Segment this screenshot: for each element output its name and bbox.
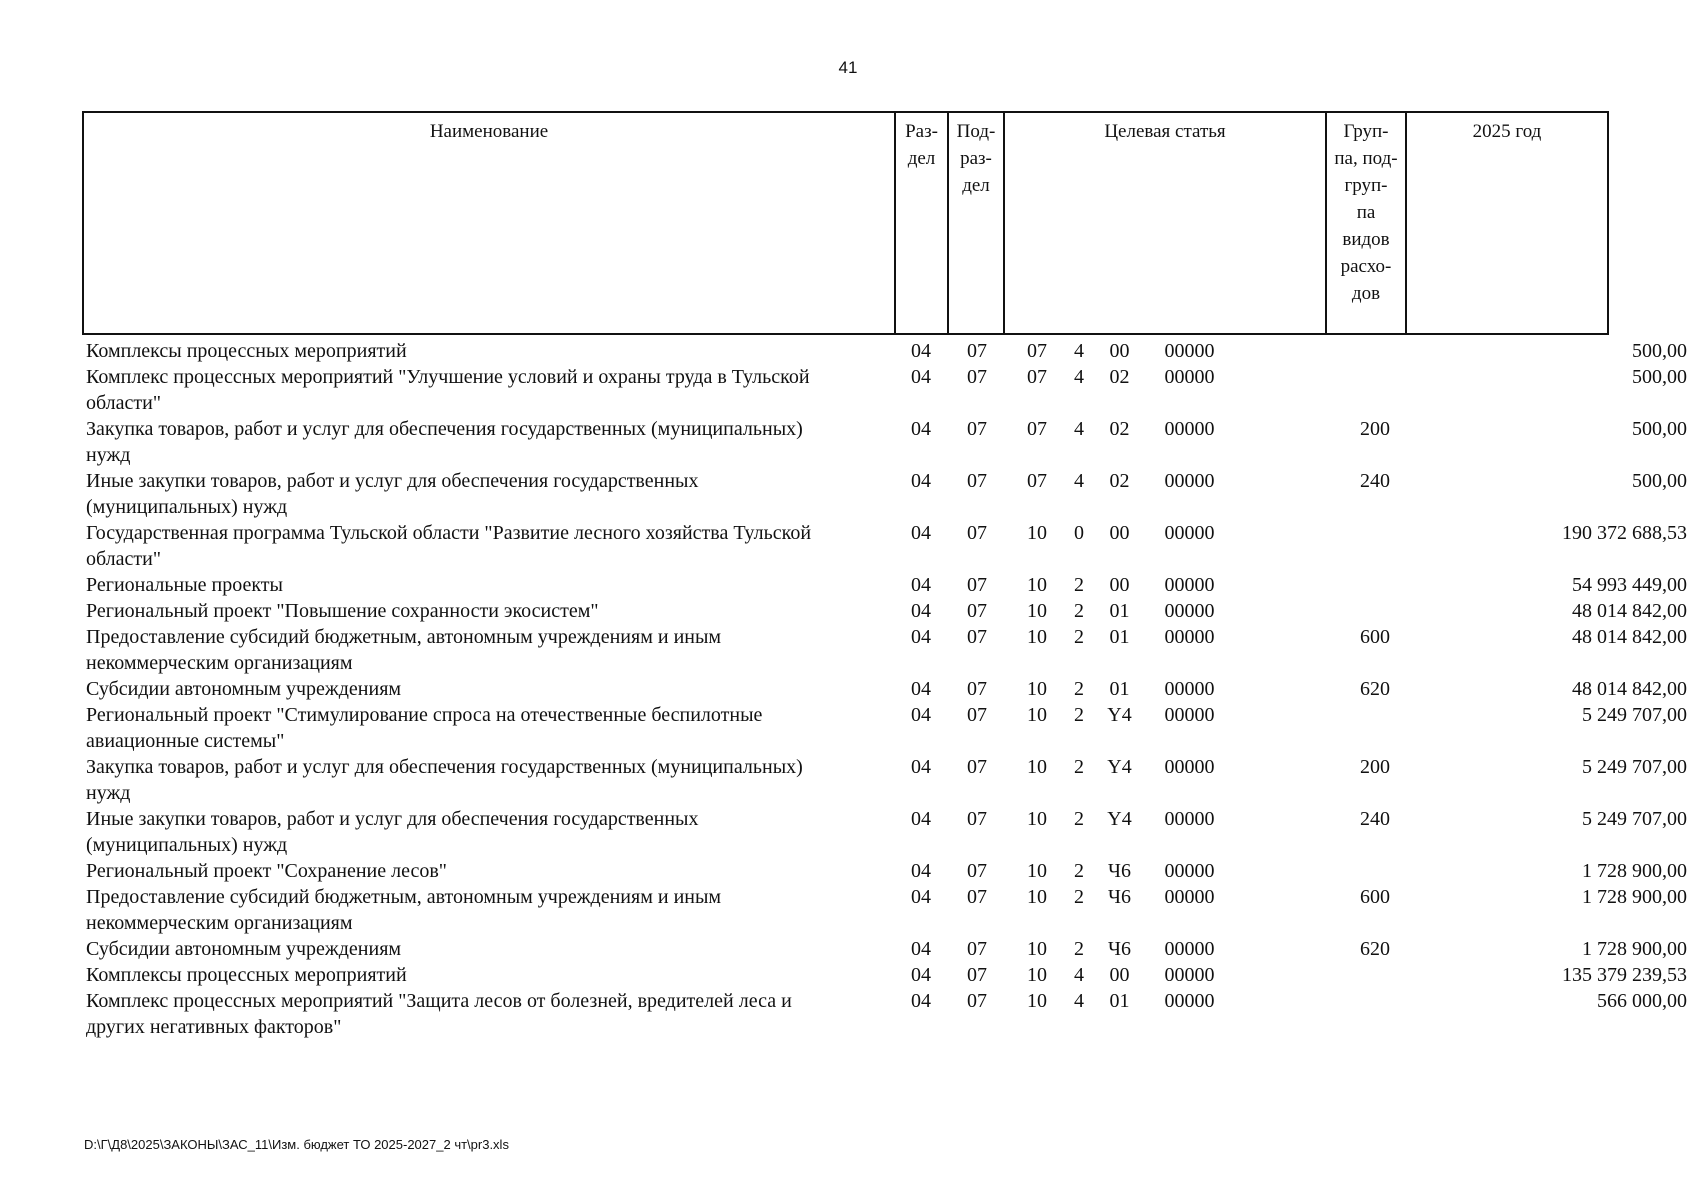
name-line: Закупка товаров, работ и услуг для обеспечения государственных (муниципальных) — [86, 756, 803, 778]
podrazdel-cell: 07 — [967, 366, 987, 388]
amount-cell: 5 249 707,00 — [1582, 808, 1687, 830]
target-type-cell: 4 — [1074, 418, 1084, 440]
target-direction-cell: 00000 — [1164, 990, 1215, 1012]
amount-cell: 5 249 707,00 — [1582, 756, 1687, 778]
amount-cell: 190 372 688,53 — [1562, 522, 1687, 544]
target-type-cell: 2 — [1074, 938, 1084, 960]
target-program-cell: 10 — [1027, 808, 1047, 830]
table-row — [82, 676, 1687, 702]
expense-group-cell: 240 — [1360, 808, 1390, 830]
target-direction-cell: 00000 — [1164, 938, 1215, 960]
target-direction-cell: 00000 — [1164, 964, 1215, 986]
podrazdel-cell: 07 — [967, 704, 987, 726]
target-program-cell: 10 — [1027, 756, 1047, 778]
name-cell — [82, 962, 878, 988]
name-line: Предоставление субсидий бюджетным, автономным учреждениям и иным — [86, 886, 722, 908]
name-line: Государственная программа Тульской области "Развитие лесного хозяйства Тульской — [86, 522, 812, 544]
target-type-cell: 4 — [1074, 470, 1084, 492]
table-row — [82, 936, 1687, 962]
amount-cell: 1 728 900,00 — [1582, 886, 1687, 908]
amount-cell: 48 014 842,00 — [1572, 626, 1687, 648]
target-event-cell: Y4 — [1107, 756, 1132, 778]
header-podrazdel: Под- раз- дел — [949, 113, 1005, 333]
razdel-cell: 04 — [911, 860, 931, 882]
amount-cell: 500,00 — [1632, 340, 1687, 362]
name-cell — [82, 936, 878, 962]
target-program-cell: 07 — [1027, 470, 1047, 492]
page-number: 41 — [838, 58, 858, 77]
target-type-cell: 2 — [1074, 860, 1084, 882]
name-cell — [82, 416, 878, 468]
target-event-cell: 01 — [1109, 678, 1130, 700]
name-line: нужд — [86, 444, 131, 466]
target-direction-cell: 00000 — [1164, 574, 1215, 596]
name-line: некоммерческим организациям — [86, 912, 353, 934]
expense-group-cell: 620 — [1360, 938, 1390, 960]
target-direction-cell: 00000 — [1164, 366, 1215, 388]
target-type-cell: 4 — [1074, 964, 1084, 986]
target-program-cell: 10 — [1027, 938, 1047, 960]
header-group: Груп- па, под- груп- па видов расхо- дов — [1327, 113, 1407, 333]
target-type-cell: 4 — [1074, 340, 1084, 362]
razdel-cell: 04 — [911, 886, 931, 908]
amount-cell: 5 249 707,00 — [1582, 704, 1687, 726]
target-type-cell: 4 — [1074, 366, 1084, 388]
target-event-cell: Y4 — [1107, 704, 1132, 726]
name-line: Региональный проект "Стимулирование спроса на отечественные беспилотные — [86, 704, 763, 726]
name-line: Комплексы процессных мероприятий — [86, 340, 407, 362]
header-year: 2025 год — [1472, 121, 1542, 142]
target-event-cell: 02 — [1109, 418, 1130, 440]
podrazdel-cell: 07 — [967, 470, 987, 492]
table-row — [82, 338, 1687, 364]
target-type-cell: 2 — [1074, 600, 1084, 622]
name-line: Региональные проекты — [86, 574, 283, 596]
target-program-cell: 10 — [1027, 626, 1047, 648]
target-program-cell: 10 — [1027, 860, 1047, 882]
target-direction-cell: 00000 — [1164, 340, 1215, 362]
table-row — [82, 572, 1687, 598]
name-line: других негативных факторов" — [86, 1016, 342, 1038]
podrazdel-cell: 07 — [967, 418, 987, 440]
podrazdel-cell: 07 — [967, 574, 987, 596]
amount-cell: 135 379 239,53 — [1562, 964, 1687, 986]
podrazdel-cell: 07 — [967, 860, 987, 882]
amount-cell: 48 014 842,00 — [1572, 678, 1687, 700]
razdel-cell: 04 — [911, 470, 931, 492]
name-line: Субсидии автономным учреждениям — [86, 938, 402, 960]
name-cell — [82, 364, 878, 416]
target-program-cell: 10 — [1027, 990, 1047, 1012]
name-cell — [82, 520, 878, 572]
podrazdel-cell: 07 — [967, 886, 987, 908]
expense-group-cell: 200 — [1360, 756, 1390, 778]
name-cell — [82, 884, 878, 936]
podrazdel-cell: 07 — [967, 964, 987, 986]
target-event-cell: Y4 — [1107, 808, 1132, 830]
target-direction-cell: 00000 — [1164, 626, 1215, 648]
amount-cell: 48 014 842,00 — [1572, 600, 1687, 622]
table-body — [82, 338, 1687, 1040]
razdel-cell: 04 — [911, 808, 931, 830]
podrazdel-cell: 07 — [967, 522, 987, 544]
target-type-cell: 4 — [1074, 990, 1084, 1012]
target-type-cell: 0 — [1074, 522, 1084, 544]
target-event-cell: 02 — [1109, 470, 1130, 492]
amount-cell: 500,00 — [1632, 366, 1687, 388]
file-path: D:\Г\Д8\2025\ЗАКОНЫ\ЗАС_11\Изм. бюджет ТО 2025-2027_2 чт\pr3.xls — [84, 1137, 509, 1152]
name-line: Региональный проект "Повышение сохранности экосистем" — [86, 600, 599, 622]
podrazdel-cell: 07 — [967, 340, 987, 362]
razdel-cell: 04 — [911, 600, 931, 622]
target-type-cell: 2 — [1074, 756, 1084, 778]
target-event-cell: 01 — [1109, 600, 1130, 622]
name-line: Комплекс процессных мероприятий "Защита лесов от болезней, вредителей леса и — [86, 990, 792, 1012]
target-program-cell: 07 — [1027, 418, 1047, 440]
header-name: Наименование — [84, 113, 896, 333]
table-row — [82, 884, 1687, 936]
expense-group-cell: 200 — [1360, 418, 1390, 440]
razdel-cell: 04 — [911, 418, 931, 440]
name-line: Иные закупки товаров, работ и услуг для обеспечения государственных — [86, 808, 699, 830]
razdel-cell: 04 — [911, 756, 931, 778]
podrazdel-cell: 07 — [967, 626, 987, 648]
table-row — [82, 962, 1687, 988]
razdel-cell: 04 — [911, 522, 931, 544]
razdel-cell: 04 — [911, 574, 931, 596]
table-row — [82, 468, 1687, 520]
table-row — [82, 598, 1687, 624]
target-event-cell: 00 — [1109, 340, 1130, 362]
target-program-cell: 10 — [1027, 886, 1047, 908]
table-row — [82, 988, 1687, 1040]
name-line: Закупка товаров, работ и услуг для обеспечения государственных (муниципальных) — [86, 418, 803, 440]
table-row — [82, 858, 1687, 884]
target-direction-cell: 00000 — [1164, 678, 1215, 700]
name-line: Региональный проект "Сохранение лесов" — [86, 860, 447, 882]
name-cell — [82, 624, 878, 676]
razdel-cell: 04 — [911, 678, 931, 700]
target-direction-cell: 00000 — [1164, 704, 1215, 726]
target-event-cell: Ч6 — [1108, 860, 1131, 882]
table-row — [82, 416, 1687, 468]
podrazdel-cell: 07 — [967, 678, 987, 700]
table-header — [82, 111, 1609, 335]
podrazdel-cell: 07 — [967, 808, 987, 830]
table-row — [82, 754, 1687, 806]
name-line: некоммерческим организациям — [86, 652, 353, 674]
name-cell — [82, 338, 878, 364]
target-event-cell: 00 — [1109, 964, 1130, 986]
table-row — [82, 520, 1687, 572]
razdel-cell: 04 — [911, 366, 931, 388]
name-line: нужд — [86, 782, 131, 804]
table-row — [82, 624, 1687, 676]
name-line: (муниципальных) нужд — [86, 834, 288, 856]
amount-cell: 500,00 — [1632, 418, 1687, 440]
target-event-cell: 02 — [1109, 366, 1130, 388]
name-cell — [82, 702, 878, 754]
podrazdel-cell: 07 — [967, 756, 987, 778]
name-cell — [82, 754, 878, 806]
target-type-cell: 2 — [1074, 808, 1084, 830]
target-program-cell: 10 — [1027, 600, 1047, 622]
expense-group-cell: 600 — [1360, 886, 1390, 908]
amount-cell: 566 000,00 — [1597, 990, 1687, 1012]
expense-group-cell: 600 — [1360, 626, 1390, 648]
target-type-cell: 2 — [1074, 704, 1084, 726]
table-row — [82, 702, 1687, 754]
amount-cell: 500,00 — [1632, 470, 1687, 492]
target-direction-cell: 00000 — [1164, 756, 1215, 778]
name-cell — [82, 676, 878, 702]
razdel-cell: 04 — [911, 938, 931, 960]
name-cell — [82, 988, 878, 1040]
name-line: Комплексы процессных мероприятий — [86, 964, 407, 986]
razdel-cell: 04 — [911, 340, 931, 362]
amount-cell: 54 993 449,00 — [1572, 574, 1687, 596]
name-line: Комплекс процессных мероприятий "Улучшение условий и охраны труда в Тульской — [86, 366, 810, 388]
name-line: (муниципальных) нужд — [86, 496, 288, 518]
name-cell — [82, 598, 878, 624]
razdel-cell: 04 — [911, 964, 931, 986]
table-row — [82, 806, 1687, 858]
name-line: области" — [86, 548, 162, 570]
target-type-cell: 2 — [1074, 886, 1084, 908]
expense-group-cell: 620 — [1360, 678, 1390, 700]
name-line: области" — [86, 392, 162, 414]
name-line: Иные закупки товаров, работ и услуг для обеспечения государственных — [86, 470, 699, 492]
header-razdel: Раз- дел — [896, 113, 949, 333]
amount-cell: 1 728 900,00 — [1582, 938, 1687, 960]
name-line: авиационные системы" — [86, 730, 285, 752]
razdel-cell: 04 — [911, 990, 931, 1012]
podrazdel-cell: 07 — [967, 938, 987, 960]
target-type-cell: 2 — [1074, 626, 1084, 648]
target-direction-cell: 00000 — [1164, 600, 1215, 622]
table-row — [82, 364, 1687, 416]
target-program-cell: 10 — [1027, 678, 1047, 700]
target-direction-cell: 00000 — [1164, 470, 1215, 492]
target-type-cell: 2 — [1074, 678, 1084, 700]
podrazdel-cell: 07 — [967, 990, 987, 1012]
target-event-cell: Ч6 — [1108, 938, 1131, 960]
name-cell — [82, 806, 878, 858]
target-direction-cell: 00000 — [1164, 860, 1215, 882]
expense-group-cell: 240 — [1360, 470, 1390, 492]
amount-cell: 1 728 900,00 — [1582, 860, 1687, 882]
target-event-cell: Ч6 — [1108, 886, 1131, 908]
target-direction-cell: 00000 — [1164, 808, 1215, 830]
target-direction-cell: 00000 — [1164, 418, 1215, 440]
name-line: Предоставление субсидий бюджетным, автономным учреждениям и иным — [86, 626, 722, 648]
name-line: Субсидии автономным учреждениям — [86, 678, 402, 700]
target-program-cell: 07 — [1027, 366, 1047, 388]
target-program-cell: 10 — [1027, 522, 1047, 544]
razdel-cell: 04 — [911, 704, 931, 726]
header-target: Целевая статья — [1005, 113, 1327, 333]
target-event-cell: 00 — [1109, 574, 1130, 596]
target-program-cell: 07 — [1027, 340, 1047, 362]
target-program-cell: 10 — [1027, 704, 1047, 726]
name-cell — [82, 858, 878, 884]
podrazdel-cell: 07 — [967, 600, 987, 622]
name-cell — [82, 468, 878, 520]
name-cell — [82, 572, 878, 598]
razdel-cell: 04 — [911, 626, 931, 648]
target-event-cell: 01 — [1109, 626, 1130, 648]
target-type-cell: 2 — [1074, 574, 1084, 596]
target-program-cell: 10 — [1027, 964, 1047, 986]
target-direction-cell: 00000 — [1164, 886, 1215, 908]
target-event-cell: 00 — [1109, 522, 1130, 544]
target-direction-cell: 00000 — [1164, 522, 1215, 544]
target-program-cell: 10 — [1027, 574, 1047, 596]
target-event-cell: 01 — [1109, 990, 1130, 1012]
